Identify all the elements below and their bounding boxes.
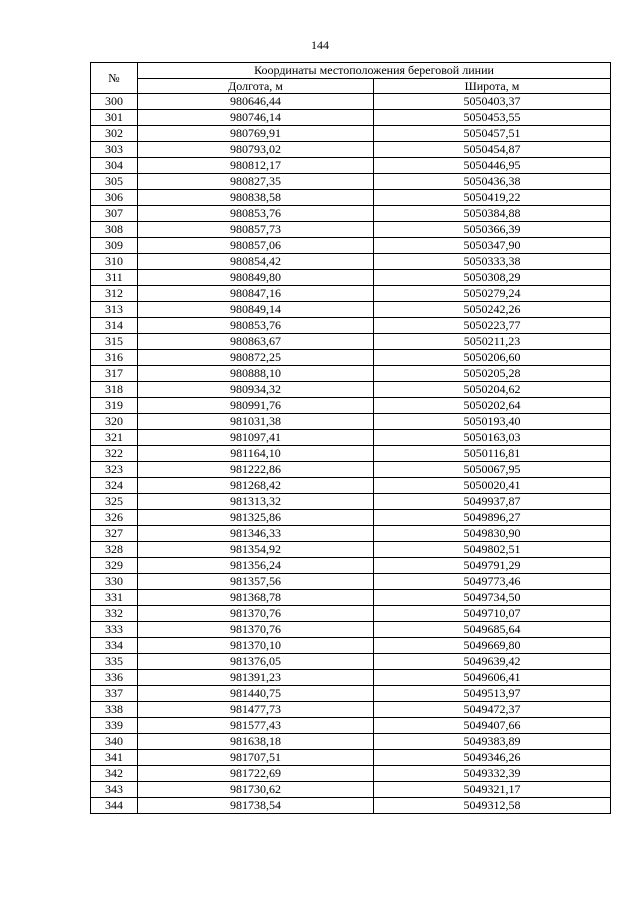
longitude-cell: 981356,24: [138, 558, 374, 574]
latitude-cell: 5049710,07: [374, 606, 611, 622]
coordinates-table: [90, 62, 611, 814]
point-number-cell: 300: [91, 94, 138, 110]
longitude-cell: 980793,02: [138, 142, 374, 158]
table-row: [91, 110, 611, 126]
latitude-cell: 5050242,26: [374, 302, 611, 318]
point-number-cell: 302: [91, 126, 138, 142]
table-row: [91, 270, 611, 286]
longitude-cell: 981391,23: [138, 670, 374, 686]
longitude-cell: 981325,86: [138, 510, 374, 526]
point-number-cell: 329: [91, 558, 138, 574]
point-number-cell: 309: [91, 238, 138, 254]
longitude-cell: 980991,76: [138, 398, 374, 414]
point-number-cell: 305: [91, 174, 138, 190]
latitude-cell: 5050436,38: [374, 174, 611, 190]
table-row: [91, 462, 611, 478]
longitude-cell: 981268,42: [138, 478, 374, 494]
table-row: [91, 286, 611, 302]
table-row: [91, 238, 611, 254]
latitude-cell: 5049937,87: [374, 494, 611, 510]
point-number-cell: 317: [91, 366, 138, 382]
longitude-cell: 981031,38: [138, 414, 374, 430]
latitude-cell: 5050211,23: [374, 334, 611, 350]
longitude-cell: 981313,32: [138, 494, 374, 510]
table-row: [91, 222, 611, 238]
latitude-cell: 5049606,41: [374, 670, 611, 686]
point-number-cell: 344: [91, 798, 138, 814]
point-number-cell: 331: [91, 590, 138, 606]
latitude-cell: 5049312,58: [374, 798, 611, 814]
longitude-cell: 981354,92: [138, 542, 374, 558]
longitude-cell: 980646,44: [138, 94, 374, 110]
point-number-cell: 315: [91, 334, 138, 350]
latitude-cell: 5049773,46: [374, 574, 611, 590]
longitude-cell: 981097,41: [138, 430, 374, 446]
longitude-cell: 980746,14: [138, 110, 374, 126]
table-row: [91, 574, 611, 590]
table-row: [91, 382, 611, 398]
longitude-cell: 980812,17: [138, 158, 374, 174]
latitude-cell: 5049734,50: [374, 590, 611, 606]
table-row: [91, 654, 611, 670]
latitude-cell: 5050202,64: [374, 398, 611, 414]
table-row: [91, 446, 611, 462]
point-number-cell: 342: [91, 766, 138, 782]
latitude-cell: 5049346,26: [374, 750, 611, 766]
longitude-cell: 980872,25: [138, 350, 374, 366]
longitude-cell: 981370,76: [138, 622, 374, 638]
table-row: [91, 366, 611, 382]
table-row: [91, 430, 611, 446]
longitude-cell: 981222,86: [138, 462, 374, 478]
table-row: [91, 478, 611, 494]
table-row: [91, 718, 611, 734]
longitude-cell: 981357,56: [138, 574, 374, 590]
table-row: [91, 334, 611, 350]
longitude-cell: 981730,62: [138, 782, 374, 798]
table-row: [91, 670, 611, 686]
table-row: [91, 174, 611, 190]
latitude-cell: 5050206,60: [374, 350, 611, 366]
point-number-cell: 306: [91, 190, 138, 206]
point-number-cell: 326: [91, 510, 138, 526]
table-row: [91, 766, 611, 782]
table-row: [91, 750, 611, 766]
longitude-cell: 980847,16: [138, 286, 374, 302]
point-number-cell: 312: [91, 286, 138, 302]
latitude-cell: 5050347,90: [374, 238, 611, 254]
longitude-cell: 980857,73: [138, 222, 374, 238]
longitude-cell: 981164,10: [138, 446, 374, 462]
latitude-cell: 5049802,51: [374, 542, 611, 558]
point-number-cell: 325: [91, 494, 138, 510]
latitude-cell: 5050223,77: [374, 318, 611, 334]
longitude-column-header: Долгота, м: [138, 79, 374, 94]
latitude-cell: 5050419,22: [374, 190, 611, 206]
latitude-cell: 5049513,97: [374, 686, 611, 702]
latitude-cell: 5049830,90: [374, 526, 611, 542]
longitude-cell: 981376,05: [138, 654, 374, 670]
coordinates-group-header: Координаты местоположения береговой линии: [138, 63, 611, 79]
longitude-cell: 981370,10: [138, 638, 374, 654]
point-number-cell: 333: [91, 622, 138, 638]
table-row: [91, 590, 611, 606]
table-row: [91, 542, 611, 558]
point-number-cell: 311: [91, 270, 138, 286]
latitude-cell: 5050020,41: [374, 478, 611, 494]
latitude-cell: 5049685,64: [374, 622, 611, 638]
point-number-cell: 320: [91, 414, 138, 430]
table-row: [91, 510, 611, 526]
longitude-cell: 980854,42: [138, 254, 374, 270]
latitude-cell: 5049669,80: [374, 638, 611, 654]
table-body: [91, 94, 611, 814]
table-row: [91, 350, 611, 366]
point-number-cell: 318: [91, 382, 138, 398]
table-row: [91, 254, 611, 270]
longitude-cell: 981370,76: [138, 606, 374, 622]
latitude-cell: 5050116,81: [374, 446, 611, 462]
longitude-cell: 980863,67: [138, 334, 374, 350]
latitude-cell: 5050279,24: [374, 286, 611, 302]
table-row: [91, 190, 611, 206]
table-row: [91, 622, 611, 638]
point-number-cell: 328: [91, 542, 138, 558]
table-row: [91, 206, 611, 222]
table-row: [91, 94, 611, 110]
point-number-cell: 313: [91, 302, 138, 318]
point-number-cell: 327: [91, 526, 138, 542]
latitude-cell: 5049639,42: [374, 654, 611, 670]
latitude-cell: 5050453,55: [374, 110, 611, 126]
table-row: [91, 558, 611, 574]
table-row: [91, 494, 611, 510]
point-number-cell: 316: [91, 350, 138, 366]
longitude-cell: 980827,35: [138, 174, 374, 190]
latitude-cell: 5050067,95: [374, 462, 611, 478]
point-number-cell: 336: [91, 670, 138, 686]
longitude-cell: 981638,18: [138, 734, 374, 750]
latitude-cell: 5050384,88: [374, 206, 611, 222]
point-number-cell: 337: [91, 686, 138, 702]
longitude-cell: 981577,43: [138, 718, 374, 734]
point-number-cell: 330: [91, 574, 138, 590]
latitude-cell: 5049791,29: [374, 558, 611, 574]
longitude-cell: 980934,32: [138, 382, 374, 398]
table-row: [91, 526, 611, 542]
latitude-cell: 5049472,37: [374, 702, 611, 718]
latitude-cell: 5050205,28: [374, 366, 611, 382]
longitude-cell: 980849,14: [138, 302, 374, 318]
longitude-cell: 980838,58: [138, 190, 374, 206]
latitude-cell: 5049896,27: [374, 510, 611, 526]
point-number-cell: 319: [91, 398, 138, 414]
table-row: [91, 158, 611, 174]
point-number-cell: 310: [91, 254, 138, 270]
table-row: [91, 318, 611, 334]
longitude-cell: 981346,33: [138, 526, 374, 542]
point-number-cell: 335: [91, 654, 138, 670]
latitude-cell: 5049407,66: [374, 718, 611, 734]
point-number-cell: 339: [91, 718, 138, 734]
point-number-cell: 334: [91, 638, 138, 654]
table-row: [91, 414, 611, 430]
table-row: [91, 638, 611, 654]
latitude-cell: 5050454,87: [374, 142, 611, 158]
longitude-cell: 981707,51: [138, 750, 374, 766]
longitude-cell: 980853,76: [138, 318, 374, 334]
number-column-header: №: [91, 63, 138, 94]
longitude-cell: 980769,91: [138, 126, 374, 142]
latitude-cell: 5049383,89: [374, 734, 611, 750]
point-number-cell: 343: [91, 782, 138, 798]
table-row: [91, 302, 611, 318]
longitude-cell: 981368,78: [138, 590, 374, 606]
point-number-cell: 321: [91, 430, 138, 446]
table-row: [91, 606, 611, 622]
latitude-cell: 5050308,29: [374, 270, 611, 286]
point-number-cell: 304: [91, 158, 138, 174]
longitude-cell: 981722,69: [138, 766, 374, 782]
point-number-cell: 314: [91, 318, 138, 334]
latitude-cell: 5050333,38: [374, 254, 611, 270]
latitude-cell: 5050403,37: [374, 94, 611, 110]
longitude-cell: 980888,10: [138, 366, 374, 382]
latitude-cell: 5050366,39: [374, 222, 611, 238]
table-row: [91, 702, 611, 718]
table-row: [91, 798, 611, 814]
point-number-cell: 338: [91, 702, 138, 718]
point-number-cell: 324: [91, 478, 138, 494]
longitude-cell: 981440,75: [138, 686, 374, 702]
point-number-cell: 307: [91, 206, 138, 222]
table-header: [91, 63, 611, 94]
latitude-cell: 5049321,17: [374, 782, 611, 798]
table-row: [91, 782, 611, 798]
point-number-cell: 340: [91, 734, 138, 750]
longitude-cell: 981738,54: [138, 798, 374, 814]
point-number-cell: 323: [91, 462, 138, 478]
point-number-cell: 322: [91, 446, 138, 462]
page-number: 144: [311, 38, 329, 52]
latitude-cell: 5050446,95: [374, 158, 611, 174]
point-number-cell: 332: [91, 606, 138, 622]
latitude-cell: 5050193,40: [374, 414, 611, 430]
point-number-cell: 303: [91, 142, 138, 158]
table-row: [91, 398, 611, 414]
table-row: [91, 142, 611, 158]
table-row: [91, 686, 611, 702]
point-number-cell: 308: [91, 222, 138, 238]
point-number-cell: 301: [91, 110, 138, 126]
table-row: [91, 126, 611, 142]
point-number-cell: 341: [91, 750, 138, 766]
longitude-cell: 981477,73: [138, 702, 374, 718]
latitude-cell: 5050457,51: [374, 126, 611, 142]
table-row: [91, 734, 611, 750]
latitude-cell: 5050204,62: [374, 382, 611, 398]
latitude-cell: 5050163,03: [374, 430, 611, 446]
longitude-cell: 980857,06: [138, 238, 374, 254]
latitude-cell: 5049332,39: [374, 766, 611, 782]
latitude-column-header: Широта, м: [374, 79, 611, 94]
longitude-cell: 980853,76: [138, 206, 374, 222]
longitude-cell: 980849,80: [138, 270, 374, 286]
